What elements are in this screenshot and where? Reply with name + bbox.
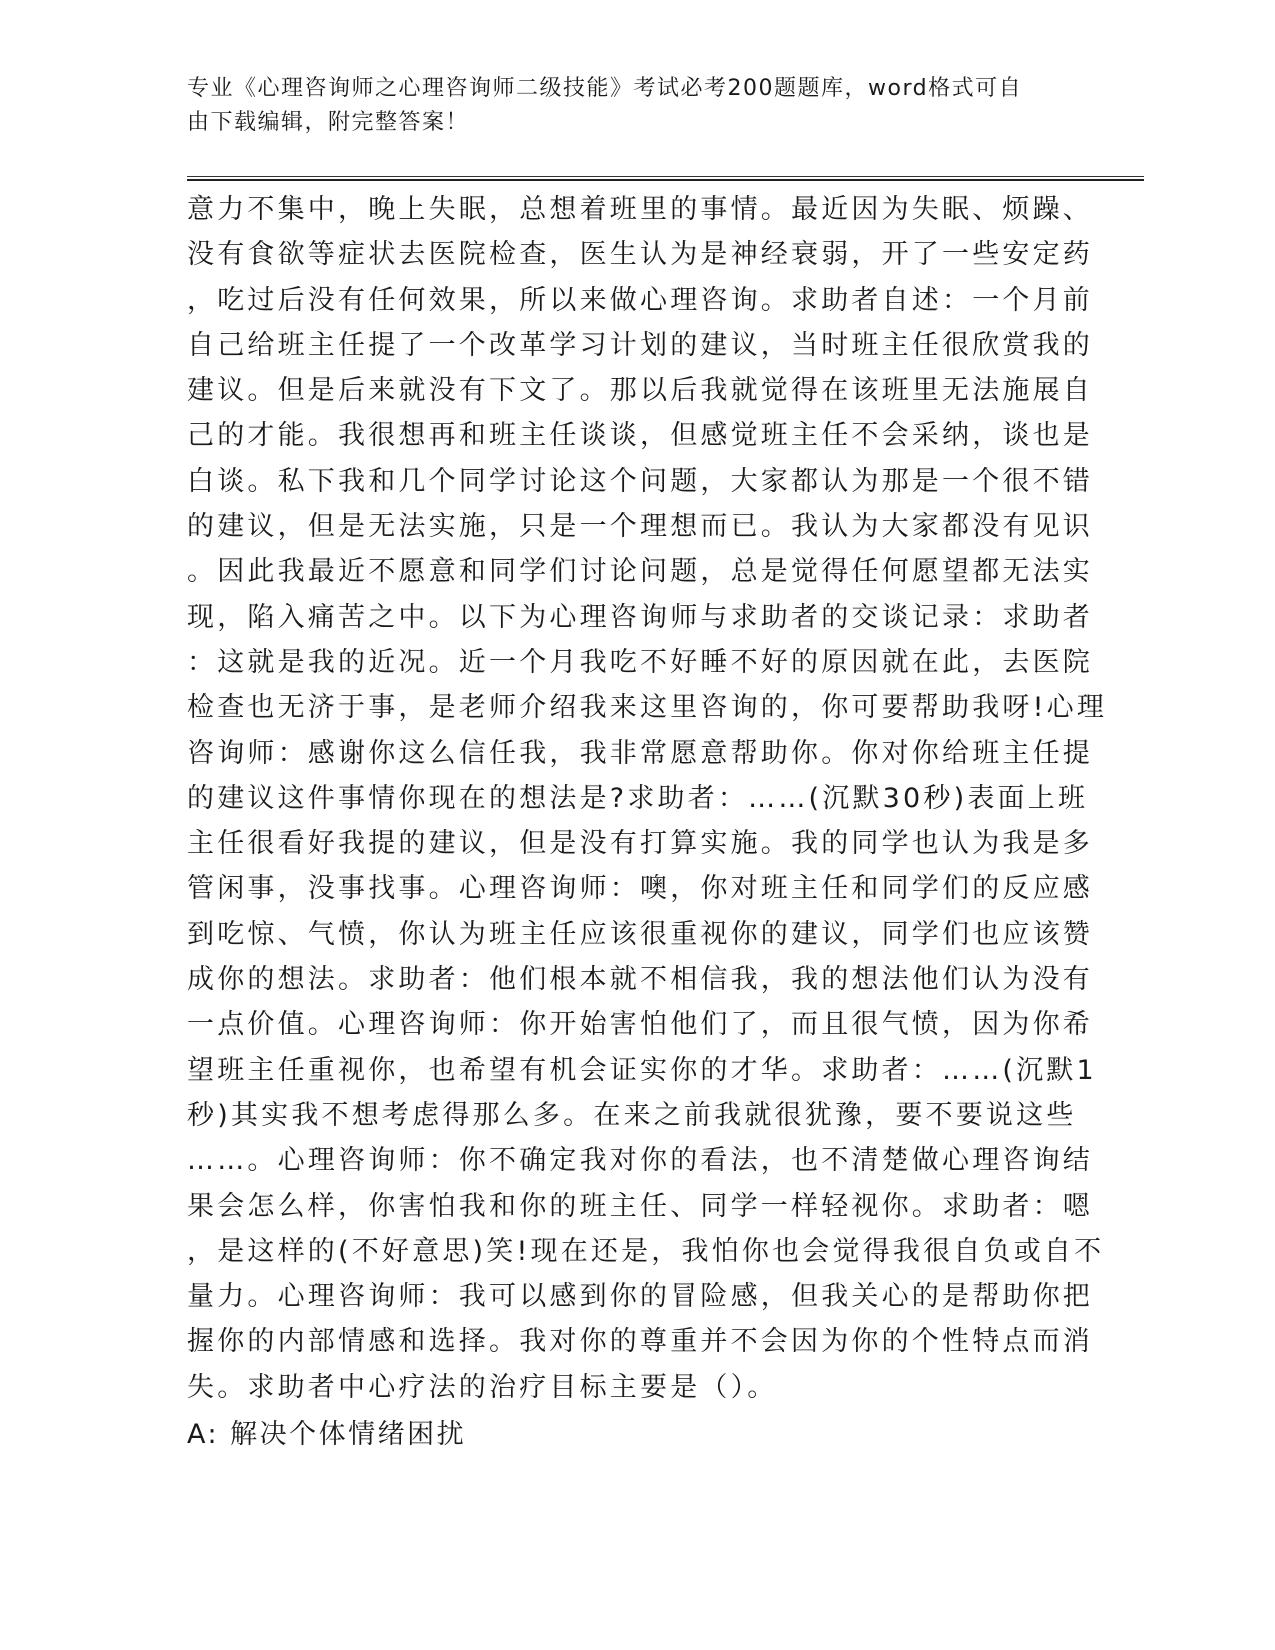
passage-line: 一点价值。心理咨询师：你开始害怕他们了，而且很气愤，因为你希 xyxy=(187,1009,1093,1041)
header-line-2: 由下载编辑，附完整答案！ xyxy=(187,110,470,135)
passage-line: 量力。心理咨询师：我可以感到你的冒险感，但我关心的是帮助你把 xyxy=(187,1281,1093,1313)
passage-line: 失。求助者中心疗法的治疗目标主要是（）。 xyxy=(187,1371,778,1403)
passage-line: 己的才能。我很想再和班主任谈谈，但感觉班主任不会采纳，谈也是 xyxy=(187,420,1093,452)
passage-line: 望班主任重视你，也希望有机会证实你的才华。求助者：……(沉默1 xyxy=(187,1054,1097,1086)
passage-line: 管闲事，没事找事。心理咨询师：噢，你对班主任和同学们的反应感 xyxy=(187,873,1093,905)
passage-line: 到吃惊、气愤，你认为班主任应该很重视你的建议，同学们也应该赞 xyxy=(187,918,1093,950)
passage-line: ，是这样的(不好意思)笑!现在还是，我怕你也会觉得我很自负或自不 xyxy=(187,1235,1105,1267)
passage-line: 没有食欲等症状去医院检查，医生认为是神经衰弱，开了一些安定药 xyxy=(187,239,1093,271)
passage-line: 建议。但是后来就没有下文了。那以后我就觉得在该班里无法施展自 xyxy=(187,375,1093,407)
passage-line: 。因此我最近不愿意和同学们讨论问题，总是觉得任何愿望都无法实 xyxy=(187,556,1093,588)
passage-line: 成你的想法。求助者：他们根本就不相信我，我的想法他们认为没有 xyxy=(187,964,1093,996)
passage-line: 果会怎么样，你害怕我和你的班主任、同学一样轻视你。求助者：嗯 xyxy=(187,1190,1093,1222)
passage-line: 的建议，但是无法实施，只是一个理想而已。我认为大家都没有见识 xyxy=(187,511,1093,543)
passage-line: 自己给班主任提了一个改革学习计划的建议，当时班主任很欣赏我的 xyxy=(187,329,1093,361)
passage-line: ：这就是我的近况。近一个月我吃不好睡不好的原因就在此，去医院 xyxy=(187,646,1093,678)
passage-line: 白谈。私下我和几个同学讨论这个问题，大家都认为那是一个很不错 xyxy=(187,465,1093,497)
passage-line: 现，陷入痛苦之中。以下为心理咨询师与求助者的交谈记录：求助者 xyxy=(187,601,1093,633)
passage-line: ……。心理咨询师：你不确定我对你的看法，也不清楚做心理咨询结 xyxy=(187,1145,1093,1177)
passage-line: 握你的内部情感和选择。我对你的尊重并不会因为你的个性特点而消 xyxy=(187,1326,1093,1358)
passage-line: 的建议这件事情你现在的想法是?求助者：……(沉默30秒)表面上班 xyxy=(187,782,1089,814)
header-divider-thin xyxy=(187,176,1144,177)
header-divider-thick xyxy=(187,179,1144,181)
header-line-1: 专业《心理咨询师之心理咨询师二级技能》考试必考200题题库，word格式可自 xyxy=(187,76,1023,101)
passage-line: 咨询师：感谢你这么信任我，我非常愿意帮助你。你对你给班主任提 xyxy=(187,737,1093,769)
passage-line: 主任很看好我提的建议，但是没有打算实施。我的同学也认为我是多 xyxy=(187,828,1093,860)
document-header xyxy=(187,72,1067,140)
passage-line: 秒)其实我不想考虑得那么多。在来之前我就很犹豫，要不要说这些 xyxy=(187,1099,1077,1131)
answer-option-a: A: 解决个体情绪困扰 xyxy=(187,1419,467,1451)
passage-line: ，吃过后没有任何效果，所以来做心理咨询。求助者自述：一个月前 xyxy=(187,284,1093,316)
passage-line: 检查也无济于事，是老师介绍我来这里咨询的，你可要帮助我呀!心理 xyxy=(187,692,1108,724)
question-passage xyxy=(187,187,1108,1457)
passage-line: 意力不集中，晚上失眠，总想着班里的事情。最近因为失眠、烦躁、 xyxy=(187,194,1093,225)
